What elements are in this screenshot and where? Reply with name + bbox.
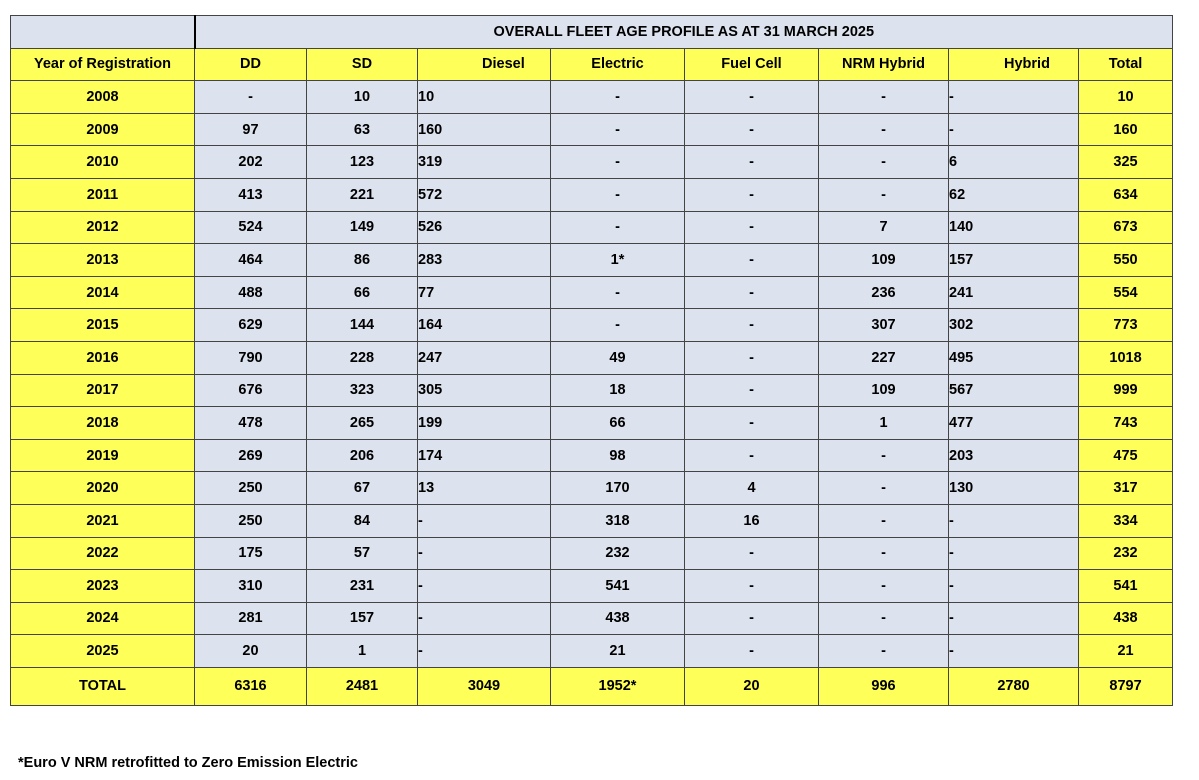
row-total-cell: 999 bbox=[1079, 374, 1173, 407]
row-total-cell: 10 bbox=[1079, 81, 1173, 114]
year-cell: 2016 bbox=[11, 341, 195, 374]
cell-fuel-cell: 16 bbox=[685, 504, 819, 537]
cell-electric: 21 bbox=[551, 635, 685, 668]
total-hybrid: 2780 bbox=[949, 667, 1079, 705]
grand-total-cell: 8797 bbox=[1079, 667, 1173, 705]
cell-nrm-hybrid: - bbox=[819, 472, 949, 505]
cell-electric: - bbox=[551, 276, 685, 309]
cell-dd: - bbox=[195, 81, 307, 114]
cell-nrm-hybrid: 109 bbox=[819, 374, 949, 407]
cell-hybrid: 302 bbox=[949, 309, 1079, 342]
cell-hybrid: 157 bbox=[949, 244, 1079, 277]
table-row bbox=[11, 635, 1173, 668]
cell-electric: 66 bbox=[551, 407, 685, 440]
table-row bbox=[11, 146, 1173, 179]
row-total-cell: 334 bbox=[1079, 504, 1173, 537]
cell-nrm-hybrid: 236 bbox=[819, 276, 949, 309]
cell-electric: 18 bbox=[551, 374, 685, 407]
cell-nrm-hybrid: 1 bbox=[819, 407, 949, 440]
cell-fuel-cell: - bbox=[685, 81, 819, 114]
total-dd: 6316 bbox=[195, 667, 307, 705]
cell-electric: 541 bbox=[551, 570, 685, 603]
header-row bbox=[11, 48, 1173, 81]
cell-fuel-cell: - bbox=[685, 407, 819, 440]
cell-fuel-cell: - bbox=[685, 276, 819, 309]
column-header-total: Total bbox=[1079, 48, 1173, 81]
column-header-nrm-hybrid: NRM Hybrid bbox=[819, 48, 949, 81]
cell-nrm-hybrid: 227 bbox=[819, 341, 949, 374]
cell-electric: - bbox=[551, 81, 685, 114]
cell-diesel: 13 bbox=[418, 472, 551, 505]
cell-nrm-hybrid: - bbox=[819, 178, 949, 211]
table-row bbox=[11, 211, 1173, 244]
cell-hybrid: - bbox=[949, 602, 1079, 635]
cell-sd: 157 bbox=[307, 602, 418, 635]
cell-sd: 149 bbox=[307, 211, 418, 244]
cell-hybrid: 203 bbox=[949, 439, 1079, 472]
cell-fuel-cell: - bbox=[685, 309, 819, 342]
year-cell: 2021 bbox=[11, 504, 195, 537]
cell-hybrid: 567 bbox=[949, 374, 1079, 407]
cell-diesel: 526 bbox=[418, 211, 551, 244]
cell-nrm-hybrid: - bbox=[819, 146, 949, 179]
cell-dd: 250 bbox=[195, 504, 307, 537]
table-row bbox=[11, 309, 1173, 342]
cell-fuel-cell: - bbox=[685, 635, 819, 668]
column-header-sd: SD bbox=[307, 48, 418, 81]
cell-fuel-cell: - bbox=[685, 570, 819, 603]
row-total-cell: 634 bbox=[1079, 178, 1173, 211]
cell-sd: 206 bbox=[307, 439, 418, 472]
cell-sd: 231 bbox=[307, 570, 418, 603]
table-row bbox=[11, 504, 1173, 537]
year-cell: 2025 bbox=[11, 635, 195, 668]
cell-nrm-hybrid: 7 bbox=[819, 211, 949, 244]
table-row bbox=[11, 602, 1173, 635]
cell-electric: - bbox=[551, 178, 685, 211]
cell-sd: 84 bbox=[307, 504, 418, 537]
total-fuel-cell: 20 bbox=[685, 667, 819, 705]
year-cell: 2022 bbox=[11, 537, 195, 570]
cell-fuel-cell: - bbox=[685, 146, 819, 179]
row-total-cell: 743 bbox=[1079, 407, 1173, 440]
row-total-cell: 325 bbox=[1079, 146, 1173, 179]
table-row bbox=[11, 178, 1173, 211]
cell-sd: 67 bbox=[307, 472, 418, 505]
table-row bbox=[11, 276, 1173, 309]
cell-nrm-hybrid: - bbox=[819, 81, 949, 114]
footnote: *Euro V NRM retrofitted to Zero Emission Electric bbox=[18, 755, 358, 771]
cell-hybrid: 6 bbox=[949, 146, 1079, 179]
cell-diesel: 283 bbox=[418, 244, 551, 277]
cell-hybrid: - bbox=[949, 113, 1079, 146]
cell-hybrid: - bbox=[949, 537, 1079, 570]
cell-diesel: 305 bbox=[418, 374, 551, 407]
cell-sd: 265 bbox=[307, 407, 418, 440]
cell-sd: 221 bbox=[307, 178, 418, 211]
year-cell: 2009 bbox=[11, 113, 195, 146]
cell-electric: - bbox=[551, 211, 685, 244]
cell-electric: 438 bbox=[551, 602, 685, 635]
cell-hybrid: 495 bbox=[949, 341, 1079, 374]
cell-dd: 269 bbox=[195, 439, 307, 472]
cell-electric: 98 bbox=[551, 439, 685, 472]
cell-nrm-hybrid: 307 bbox=[819, 309, 949, 342]
year-cell: 2013 bbox=[11, 244, 195, 277]
cell-diesel: 572 bbox=[418, 178, 551, 211]
row-total-cell: 160 bbox=[1079, 113, 1173, 146]
totals-row bbox=[11, 667, 1173, 705]
cell-hybrid: - bbox=[949, 570, 1079, 603]
table-title: OVERALL FLEET AGE PROFILE AS AT 31 MARCH 2025 bbox=[195, 16, 1173, 49]
year-cell: 2012 bbox=[11, 211, 195, 244]
table-row bbox=[11, 537, 1173, 570]
cell-hybrid: 477 bbox=[949, 407, 1079, 440]
total-diesel: 3049 bbox=[418, 667, 551, 705]
fleet-age-table bbox=[10, 15, 1173, 706]
cell-fuel-cell: - bbox=[685, 178, 819, 211]
cell-fuel-cell: - bbox=[685, 113, 819, 146]
row-total-cell: 21 bbox=[1079, 635, 1173, 668]
cell-hybrid: - bbox=[949, 504, 1079, 537]
table-row bbox=[11, 113, 1173, 146]
row-total-cell: 475 bbox=[1079, 439, 1173, 472]
row-total-cell: 1018 bbox=[1079, 341, 1173, 374]
cell-nrm-hybrid: - bbox=[819, 602, 949, 635]
row-total-cell: 541 bbox=[1079, 570, 1173, 603]
cell-nrm-hybrid: 109 bbox=[819, 244, 949, 277]
cell-diesel: - bbox=[418, 635, 551, 668]
cell-fuel-cell: - bbox=[685, 602, 819, 635]
total-sd: 2481 bbox=[307, 667, 418, 705]
cell-hybrid: 130 bbox=[949, 472, 1079, 505]
table-row bbox=[11, 570, 1173, 603]
column-header-electric: Electric bbox=[551, 48, 685, 81]
table-row bbox=[11, 374, 1173, 407]
year-cell: 2018 bbox=[11, 407, 195, 440]
cell-diesel: - bbox=[418, 570, 551, 603]
cell-dd: 478 bbox=[195, 407, 307, 440]
cell-fuel-cell: - bbox=[685, 211, 819, 244]
year-cell: 2020 bbox=[11, 472, 195, 505]
cell-nrm-hybrid: - bbox=[819, 113, 949, 146]
cell-fuel-cell: - bbox=[685, 439, 819, 472]
year-cell: 2024 bbox=[11, 602, 195, 635]
cell-fuel-cell: 4 bbox=[685, 472, 819, 505]
cell-nrm-hybrid: - bbox=[819, 635, 949, 668]
cell-dd: 629 bbox=[195, 309, 307, 342]
cell-diesel: 10 bbox=[418, 81, 551, 114]
cell-diesel: 174 bbox=[418, 439, 551, 472]
cell-hybrid: 241 bbox=[949, 276, 1079, 309]
cell-dd: 20 bbox=[195, 635, 307, 668]
cell-dd: 464 bbox=[195, 244, 307, 277]
cell-sd: 228 bbox=[307, 341, 418, 374]
cell-electric: - bbox=[551, 113, 685, 146]
year-cell: 2010 bbox=[11, 146, 195, 179]
table-row bbox=[11, 81, 1173, 114]
cell-dd: 310 bbox=[195, 570, 307, 603]
cell-sd: 86 bbox=[307, 244, 418, 277]
year-cell: 2015 bbox=[11, 309, 195, 342]
cell-fuel-cell: - bbox=[685, 374, 819, 407]
year-cell: 2017 bbox=[11, 374, 195, 407]
cell-sd: 57 bbox=[307, 537, 418, 570]
row-total-cell: 232 bbox=[1079, 537, 1173, 570]
year-cell: 2014 bbox=[11, 276, 195, 309]
cell-electric: 49 bbox=[551, 341, 685, 374]
cell-sd: 123 bbox=[307, 146, 418, 179]
cell-sd: 323 bbox=[307, 374, 418, 407]
table-row bbox=[11, 407, 1173, 440]
total-electric: 1952* bbox=[551, 667, 685, 705]
cell-electric: 1* bbox=[551, 244, 685, 277]
cell-fuel-cell: - bbox=[685, 341, 819, 374]
year-cell: 2011 bbox=[11, 178, 195, 211]
cell-hybrid: 62 bbox=[949, 178, 1079, 211]
total-nrm-hybrid: 996 bbox=[819, 667, 949, 705]
cell-sd: 1 bbox=[307, 635, 418, 668]
cell-diesel: 247 bbox=[418, 341, 551, 374]
cell-sd: 144 bbox=[307, 309, 418, 342]
column-header-hybrid: Hybrid bbox=[949, 48, 1079, 81]
cell-electric: 318 bbox=[551, 504, 685, 537]
cell-diesel: 199 bbox=[418, 407, 551, 440]
cell-diesel: 319 bbox=[418, 146, 551, 179]
cell-diesel: 160 bbox=[418, 113, 551, 146]
cell-sd: 10 bbox=[307, 81, 418, 114]
column-header-diesel: Diesel bbox=[418, 48, 551, 81]
cell-dd: 790 bbox=[195, 341, 307, 374]
cell-diesel: - bbox=[418, 537, 551, 570]
cell-electric: 232 bbox=[551, 537, 685, 570]
cell-hybrid: - bbox=[949, 81, 1079, 114]
cell-electric: - bbox=[551, 309, 685, 342]
cell-dd: 413 bbox=[195, 178, 307, 211]
cell-nrm-hybrid: - bbox=[819, 504, 949, 537]
year-cell: 2019 bbox=[11, 439, 195, 472]
cell-nrm-hybrid: - bbox=[819, 439, 949, 472]
row-total-cell: 317 bbox=[1079, 472, 1173, 505]
cell-dd: 250 bbox=[195, 472, 307, 505]
table-row bbox=[11, 244, 1173, 277]
column-header-dd: DD bbox=[195, 48, 307, 81]
title-row bbox=[11, 16, 1173, 49]
row-total-cell: 673 bbox=[1079, 211, 1173, 244]
column-header-year: Year of Registration bbox=[11, 48, 195, 81]
cell-dd: 524 bbox=[195, 211, 307, 244]
cell-electric: 170 bbox=[551, 472, 685, 505]
cell-diesel: 164 bbox=[418, 309, 551, 342]
cell-sd: 66 bbox=[307, 276, 418, 309]
cell-diesel: - bbox=[418, 504, 551, 537]
year-cell: 2023 bbox=[11, 570, 195, 603]
cell-diesel: 77 bbox=[418, 276, 551, 309]
table-row bbox=[11, 472, 1173, 505]
cell-electric: - bbox=[551, 146, 685, 179]
row-total-cell: 554 bbox=[1079, 276, 1173, 309]
row-total-cell: 773 bbox=[1079, 309, 1173, 342]
table-row bbox=[11, 341, 1173, 374]
cell-dd: 202 bbox=[195, 146, 307, 179]
cell-dd: 676 bbox=[195, 374, 307, 407]
cell-fuel-cell: - bbox=[685, 244, 819, 277]
cell-nrm-hybrid: - bbox=[819, 570, 949, 603]
year-cell: 2008 bbox=[11, 81, 195, 114]
row-total-cell: 550 bbox=[1079, 244, 1173, 277]
table-row bbox=[11, 439, 1173, 472]
cell-fuel-cell: - bbox=[685, 537, 819, 570]
cell-hybrid: 140 bbox=[949, 211, 1079, 244]
row-total-cell: 438 bbox=[1079, 602, 1173, 635]
cell-dd: 97 bbox=[195, 113, 307, 146]
cell-hybrid: - bbox=[949, 635, 1079, 668]
cell-dd: 281 bbox=[195, 602, 307, 635]
cell-diesel: - bbox=[418, 602, 551, 635]
corner-cell bbox=[11, 16, 195, 49]
cell-dd: 488 bbox=[195, 276, 307, 309]
cell-sd: 63 bbox=[307, 113, 418, 146]
cell-nrm-hybrid: - bbox=[819, 537, 949, 570]
total-label: TOTAL bbox=[11, 667, 195, 705]
cell-dd: 175 bbox=[195, 537, 307, 570]
column-header-fuel-cell: Fuel Cell bbox=[685, 48, 819, 81]
